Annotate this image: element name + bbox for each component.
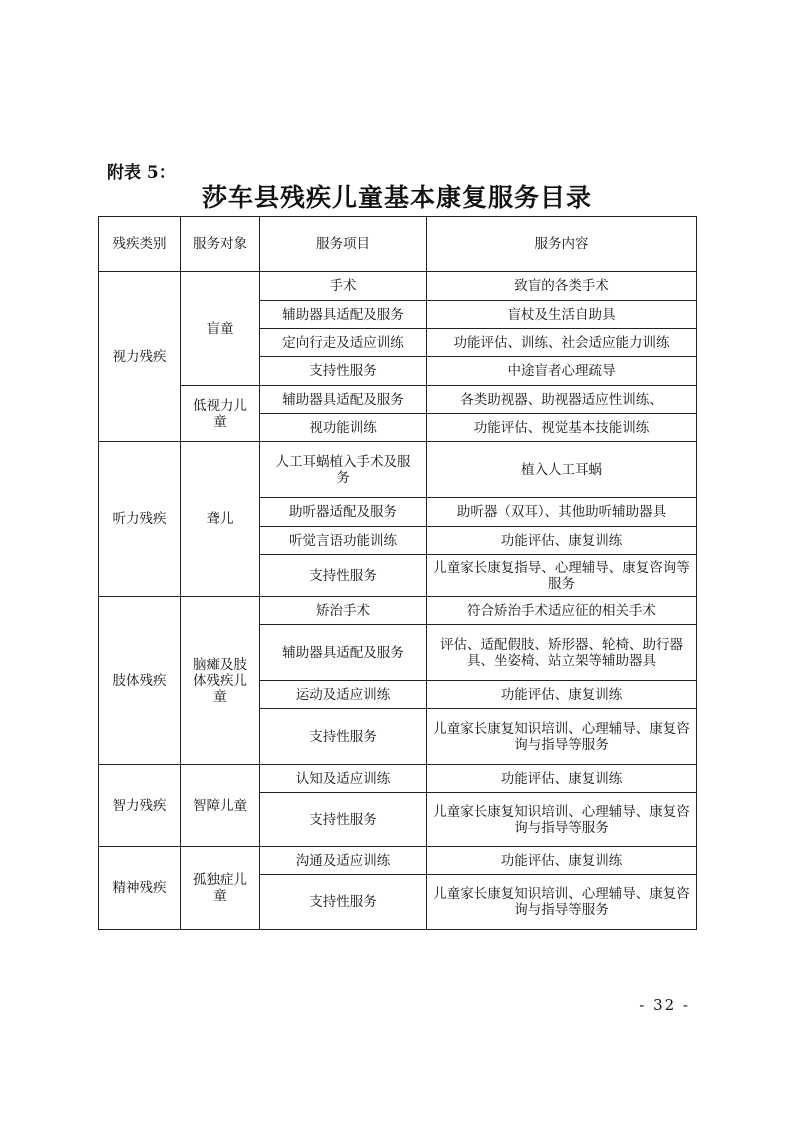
annex-label: 附表 5： xyxy=(107,163,176,183)
target-cell: 脑瘫及肢体残疾儿童 xyxy=(181,597,260,765)
item-cell: 助听器适配及服务 xyxy=(260,498,427,527)
content-cell: 儿童家长康复知识培训、心理辅导、康复咨询与指导等服务 xyxy=(427,709,697,765)
content-cell: 植入人工耳蜗 xyxy=(427,442,697,498)
table-row xyxy=(99,765,697,793)
content-cell: 功能评估、康复训练 xyxy=(427,847,697,875)
item-cell: 辅助器具适配及服务 xyxy=(260,386,427,414)
category-cell: 精神残疾 xyxy=(99,847,181,930)
category-cell: 视力残疾 xyxy=(99,272,181,442)
table-row xyxy=(99,442,697,498)
service-catalog-table xyxy=(98,216,697,930)
target-cell: 孤独症儿童 xyxy=(181,847,260,930)
content-cell: 评估、适配假肢、矫形器、轮椅、助行器具、坐姿椅、站立架等辅助器具 xyxy=(427,625,697,681)
content-cell: 儿童家长康复知识培训、心理辅导、康复咨询与指导等服务 xyxy=(427,793,697,847)
item-cell: 辅助器具适配及服务 xyxy=(260,625,427,681)
content-cell: 符合矫治手术适应征的相关手术 xyxy=(427,597,697,625)
content-cell: 各类助视器、助视器适应性训练、 xyxy=(427,386,697,414)
item-cell: 人工耳蜗植入手术及服务 xyxy=(260,442,427,498)
table-row xyxy=(99,386,697,414)
item-cell: 沟通及适应训练 xyxy=(260,847,427,875)
table-row xyxy=(99,597,697,625)
header-row xyxy=(99,217,697,272)
header-item: 服务项目 xyxy=(260,217,427,272)
item-cell: 运动及适应训练 xyxy=(260,681,427,709)
content-cell: 功能评估、视觉基本技能训练 xyxy=(427,414,697,442)
item-cell: 视功能训练 xyxy=(260,414,427,442)
item-cell: 支持性服务 xyxy=(260,793,427,847)
item-cell: 支持性服务 xyxy=(260,709,427,765)
item-cell: 矫治手术 xyxy=(260,597,427,625)
category-cell: 肢体残疾 xyxy=(99,597,181,765)
item-cell: 支持性服务 xyxy=(260,555,427,597)
page-number: - 32 - xyxy=(639,996,690,1014)
item-cell: 认知及适应训练 xyxy=(260,765,427,793)
content-cell: 盲杖及生活自助具 xyxy=(427,301,697,329)
header-category: 残疾类别 xyxy=(99,217,181,272)
target-cell: 盲童 xyxy=(181,272,260,386)
header-target: 服务对象 xyxy=(181,217,260,272)
item-cell: 支持性服务 xyxy=(260,875,427,930)
item-cell: 定向行走及适应训练 xyxy=(260,329,427,357)
content-cell: 儿童家长康复指导、心理辅导、康复咨询等服务 xyxy=(427,555,697,597)
page-title: 莎车县残疾儿童基本康复服务目录 xyxy=(201,183,592,212)
target-cell: 聋儿 xyxy=(181,442,260,597)
category-cell: 智力残疾 xyxy=(99,765,181,847)
item-cell: 手术 xyxy=(260,272,427,301)
category-cell: 听力残疾 xyxy=(99,442,181,597)
content-cell: 致盲的各类手术 xyxy=(427,272,697,301)
item-cell: 支持性服务 xyxy=(260,357,427,386)
content-cell: 功能评估、康复训练 xyxy=(427,765,697,793)
header-content: 服务内容 xyxy=(427,217,697,272)
item-cell: 听觉言语功能训练 xyxy=(260,527,427,555)
content-cell: 中途盲者心理疏导 xyxy=(427,357,697,386)
target-cell: 智障儿童 xyxy=(181,765,260,847)
content-cell: 功能评估、康复训练 xyxy=(427,527,697,555)
item-cell: 辅助器具适配及服务 xyxy=(260,301,427,329)
content-cell: 助听器（双耳）、其他助听辅助器具 xyxy=(427,498,697,527)
target-cell: 低视力儿童 xyxy=(181,386,260,442)
content-cell: 儿童家长康复知识培训、心理辅导、康复咨询与指导等服务 xyxy=(427,875,697,930)
table-row xyxy=(99,847,697,875)
content-cell: 功能评估、康复训练 xyxy=(427,681,697,709)
table-row xyxy=(99,272,697,301)
content-cell: 功能评估、训练、社会适应能力训练 xyxy=(427,329,697,357)
